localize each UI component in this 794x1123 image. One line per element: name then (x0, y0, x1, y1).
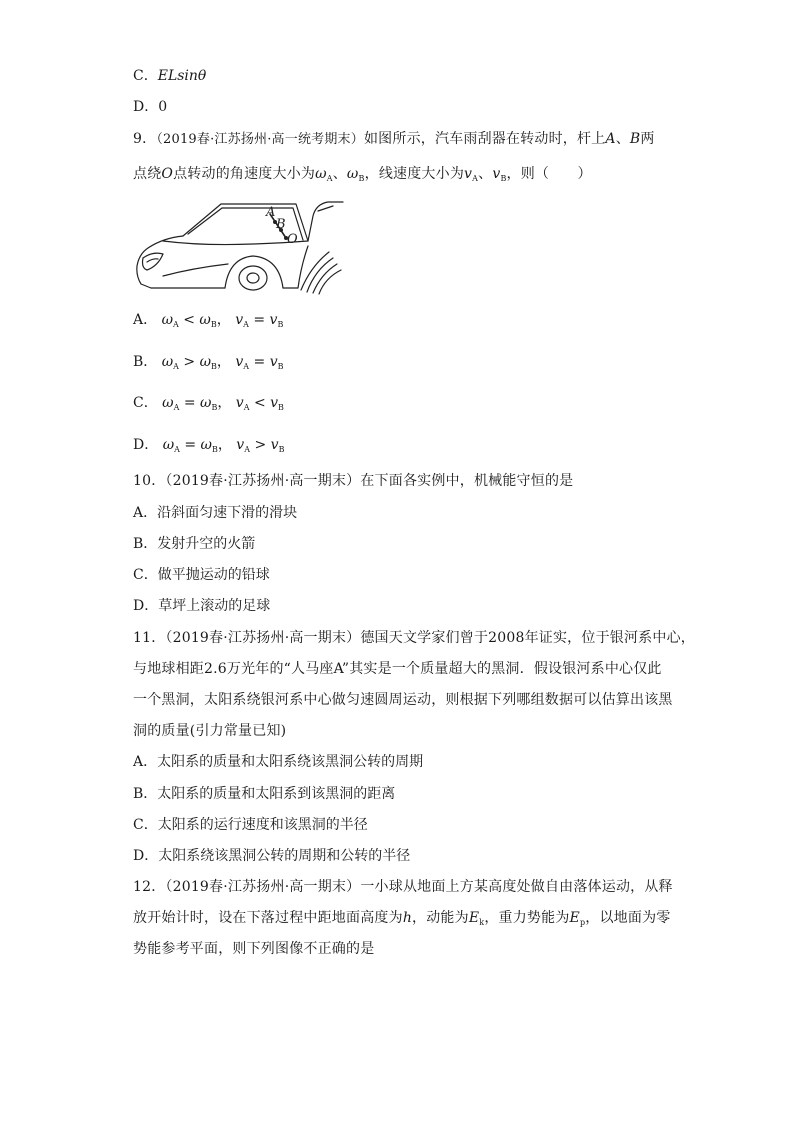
subscript: A (326, 174, 333, 183)
separator: 、 (332, 166, 347, 182)
q9-option-d: D． $\omega_A = \omega_B$， $v_A > v_B$ (133, 437, 285, 454)
label-a: A (266, 205, 276, 220)
subscript: B (211, 445, 218, 454)
v-symbol: v (270, 395, 279, 411)
subscript: A (243, 403, 250, 412)
separator: 、 (478, 166, 493, 182)
headlight-detail (147, 259, 158, 262)
subscript: A (243, 320, 249, 329)
subscript: B (278, 445, 285, 454)
v-symbol: v (235, 354, 244, 370)
question-text: 放开始计时，设在下落过程中距地面高度为 (133, 910, 403, 926)
question-text: ，重力势能为 (484, 910, 570, 926)
subscript: A (472, 174, 479, 183)
option-letter: D． (133, 437, 159, 453)
headlight (143, 253, 164, 270)
v-symbol: v (236, 437, 245, 453)
v-symbol: v (464, 166, 473, 182)
front-wheel (239, 266, 267, 290)
v-symbol: v (269, 354, 278, 370)
relation: = (184, 437, 197, 453)
omega-symbol: ω (161, 312, 173, 328)
wheel-hub (247, 273, 259, 283)
q11-option-d: D．太阳系绕该黑洞公转的周期和公转的半径 (133, 848, 411, 864)
q10-option-d: D．草坪上滚动的足球 (133, 598, 271, 614)
windshield-inner (188, 208, 303, 240)
q9-option-c: C． $\omega_A = \omega_B$， $v_A < v_B$ (133, 395, 284, 412)
subscript: A (173, 362, 179, 371)
question-9-line-2 (133, 164, 592, 189)
question-text: 点转动的角速度大小为 (173, 166, 316, 182)
question-12-line-1: 12．（2019春·江苏扬州·高一期末）一小球从地面上方某高度处做自由落体运动，从释 (133, 879, 673, 895)
question-text: 点绕 (133, 166, 162, 182)
point-label-o: O (161, 166, 174, 182)
separator: 、 (615, 131, 630, 147)
q11-option-b: B．太阳系的质量和太阳系到该黑洞的距离 (133, 786, 396, 802)
omega-symbol: ω (199, 312, 211, 328)
omega-symbol: ω (315, 166, 327, 182)
q10-option-c: C．做平抛运动的铅球 (133, 567, 270, 583)
subscript: B (277, 362, 284, 371)
question-text: ，则（ ） (506, 166, 592, 182)
mirror (318, 206, 333, 211)
option-letter: C． (133, 68, 158, 84)
subscript: A (173, 403, 180, 412)
omega-symbol: ω (162, 437, 175, 453)
bumper-line (163, 264, 228, 276)
question-number: 9． (133, 131, 157, 147)
subscript: B (358, 174, 365, 183)
q11-option-a: A．太阳系的质量和太阳系绕该黑洞公转的周期 (133, 754, 424, 770)
subscript: k (479, 918, 485, 927)
subscript: A (173, 320, 179, 329)
question-text: ，线速度大小为 (364, 166, 465, 182)
relation: = (183, 395, 196, 411)
question-10-stem: 10．（2019春·江苏扬州·高一期末）在下面各实例中，机械能守恒的是 (133, 473, 574, 489)
q11-option-c: C．太阳系的运行速度和该黑洞的半径 (133, 817, 368, 833)
relation: > (183, 354, 196, 370)
question-11-line-4: 洞的质量(引力常量已知) (133, 723, 287, 739)
subscript: B (211, 403, 218, 412)
question-11-line-3: 一个黑洞，太阳系绕银河系中心做匀速圆周运动，则根据下列哪组数据可以估算出该黑 (133, 692, 673, 708)
car-wiper-figure (133, 196, 345, 296)
omega-symbol: ω (162, 395, 174, 411)
omega-symbol: ω (346, 166, 359, 182)
v-symbol: v (269, 312, 278, 328)
omega-symbol: ω (161, 354, 174, 370)
option-letter: C． (133, 395, 158, 411)
q9-option-b: B． $\omega_A > \omega_B$， $v_A = v_B$ (133, 354, 284, 371)
option-letter: A． (133, 312, 158, 328)
q9-option-a: A． $\omega_A < \omega_B$， $v_A = v_B$ (133, 312, 284, 329)
subscript: A (244, 445, 250, 454)
e-symbol: E (569, 910, 580, 926)
question-11-line-2: 与地球相距2.6万光年的“人马座A”其实是一个质量超大的黑洞．假设银河系中心仅此 (133, 661, 662, 677)
question-text: ，以地面为零 (585, 910, 671, 926)
rear-curve-4 (319, 270, 341, 294)
option-d-prev: D．0 (133, 99, 168, 115)
question-text: ，动能为 (412, 910, 469, 926)
omega-symbol: ω (200, 437, 212, 453)
subscript: B (278, 403, 284, 412)
label-b: B (276, 217, 286, 232)
point-label-b: B (629, 131, 641, 147)
option-expression: ELsinθ (157, 68, 207, 84)
e-symbol: E (468, 910, 480, 926)
omega-symbol: ω (199, 354, 212, 370)
q10-option-a: A．沿斜面匀速下滑的滑块 (133, 505, 298, 521)
relation: = (253, 312, 266, 328)
q10-option-b: B．发射升空的火箭 (133, 536, 256, 552)
option-letter: B． (133, 354, 158, 370)
door-frame (308, 202, 343, 241)
rear-curve-3 (313, 264, 337, 293)
v-symbol: v (235, 395, 244, 411)
subscript: A (174, 445, 180, 454)
rear-curve-1 (301, 252, 329, 290)
v-symbol: v (270, 437, 279, 453)
v-symbol: v (492, 166, 501, 182)
rear-curve-2 (307, 258, 333, 292)
relation: > (254, 437, 267, 453)
relation: = (253, 354, 266, 370)
subscript: B (210, 320, 217, 329)
subscript: B (277, 320, 284, 329)
v-symbol: v (235, 312, 244, 328)
question-11-line-1: 11．（2019春·江苏扬州·高一期末）德国天文学家们曾于2008年证实，位于银河系中心， (133, 630, 695, 646)
question-text: 两 (640, 131, 655, 147)
omega-symbol: ω (200, 395, 212, 411)
label-o: O (287, 232, 298, 247)
question-12-line-3: 势能参考平面，则下列图像不正确的是 (133, 941, 375, 957)
point-label-a: A (605, 131, 616, 147)
subscript: B (500, 174, 507, 183)
relation: < (183, 312, 195, 328)
relation: < (253, 395, 266, 411)
question-source: （2019春·江苏扬州·高一统考期末） (156, 132, 364, 147)
subscript: p (579, 918, 586, 927)
subscript: B (211, 362, 217, 371)
h-symbol: h (402, 910, 413, 926)
question-12-line-2 (133, 908, 670, 933)
subscript: A (243, 362, 250, 371)
option-c-prev (133, 66, 206, 86)
hood-line (137, 236, 183, 288)
question-9-line-1 (133, 129, 655, 150)
question-text: 如图所示，汽车雨刮器在转动时，杆上 (363, 131, 606, 147)
